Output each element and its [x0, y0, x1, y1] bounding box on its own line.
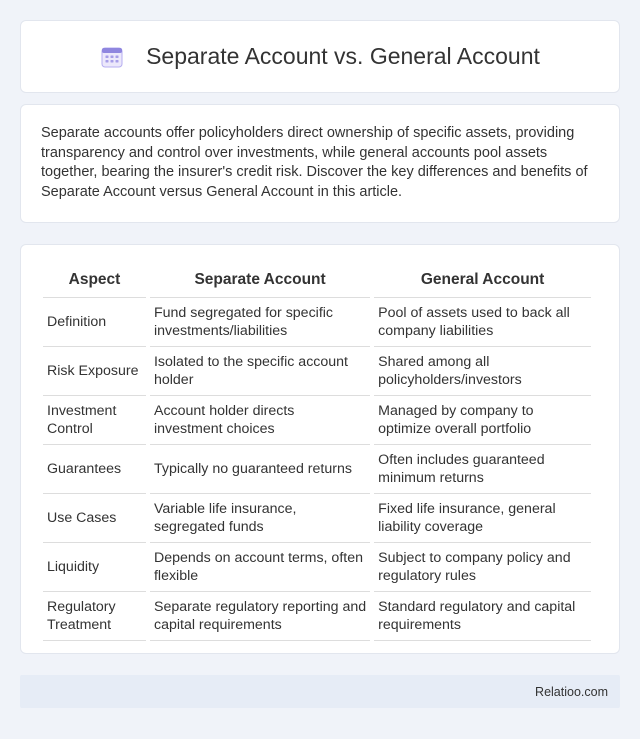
- table-cell-aspect: Liquidity: [43, 543, 146, 592]
- table-header-row: [43, 263, 591, 298]
- column-header-aspect: Aspect: [43, 263, 146, 298]
- table-cell-separate: Separate regulatory reporting and capital requirements: [150, 592, 370, 641]
- table-cell-aspect: Risk Exposure: [43, 347, 146, 396]
- table-cell-general: Often includes guaranteed minimum returns: [374, 445, 591, 494]
- page-title: Separate Account vs. General Account: [146, 43, 540, 69]
- table-cell-aspect: Investment Control: [43, 396, 146, 445]
- table-row: [43, 396, 591, 445]
- table-cell-general: Standard regulatory and capital requirements: [374, 592, 591, 641]
- table-cell-general: Managed by company to optimize overall portfolio: [374, 396, 591, 445]
- table-cell-general: Fixed life insurance, general liability coverage: [374, 494, 591, 543]
- column-header-general-account: General Account: [374, 263, 591, 298]
- table-row: [43, 543, 591, 592]
- table-row: [43, 592, 591, 641]
- table-cell-separate: Fund segregated for specific investments/liabilities: [150, 298, 370, 347]
- footer-brand: Relatioo.com: [535, 684, 608, 699]
- table-cell-separate: Typically no guaranteed returns: [150, 445, 370, 494]
- intro-text: Separate accounts offer policyholders direct ownership of specific assets, providing transparency and control over investments, while general accounts pool assets together, bearing the insurer's credit risk. Discover the key differences and benefits of Separate Account versus General Account in this article.: [41, 125, 588, 200]
- table-row: [43, 494, 591, 543]
- table-cell-separate: Depends on account terms, often flexible: [150, 543, 370, 592]
- title-card: [20, 20, 620, 93]
- table-cell-general: Pool of assets used to back all company liabilities: [374, 298, 591, 347]
- table-cell-separate: Account holder directs investment choices: [150, 396, 370, 445]
- table-cell-separate: Variable life insurance, segregated funds: [150, 494, 370, 543]
- table-cell-aspect: Use Cases: [43, 494, 146, 543]
- table-cell-aspect: Guarantees: [43, 445, 146, 494]
- calendar-icon: [100, 45, 124, 69]
- footer-bar: [20, 675, 620, 708]
- comparison-table: [39, 263, 595, 641]
- intro-card: [20, 104, 620, 223]
- table-cell-aspect: Definition: [43, 298, 146, 347]
- comparison-table-card: [20, 244, 620, 654]
- table-row: [43, 298, 591, 347]
- table-cell-general: Subject to company policy and regulatory rules: [374, 543, 591, 592]
- table-row: [43, 445, 591, 494]
- column-header-separate-account: Separate Account: [150, 263, 370, 298]
- table-cell-general: Shared among all policyholders/investors: [374, 347, 591, 396]
- table-row: [43, 347, 591, 396]
- table-cell-aspect: Regulatory Treatment: [43, 592, 146, 641]
- table-cell-separate: Isolated to the specific account holder: [150, 347, 370, 396]
